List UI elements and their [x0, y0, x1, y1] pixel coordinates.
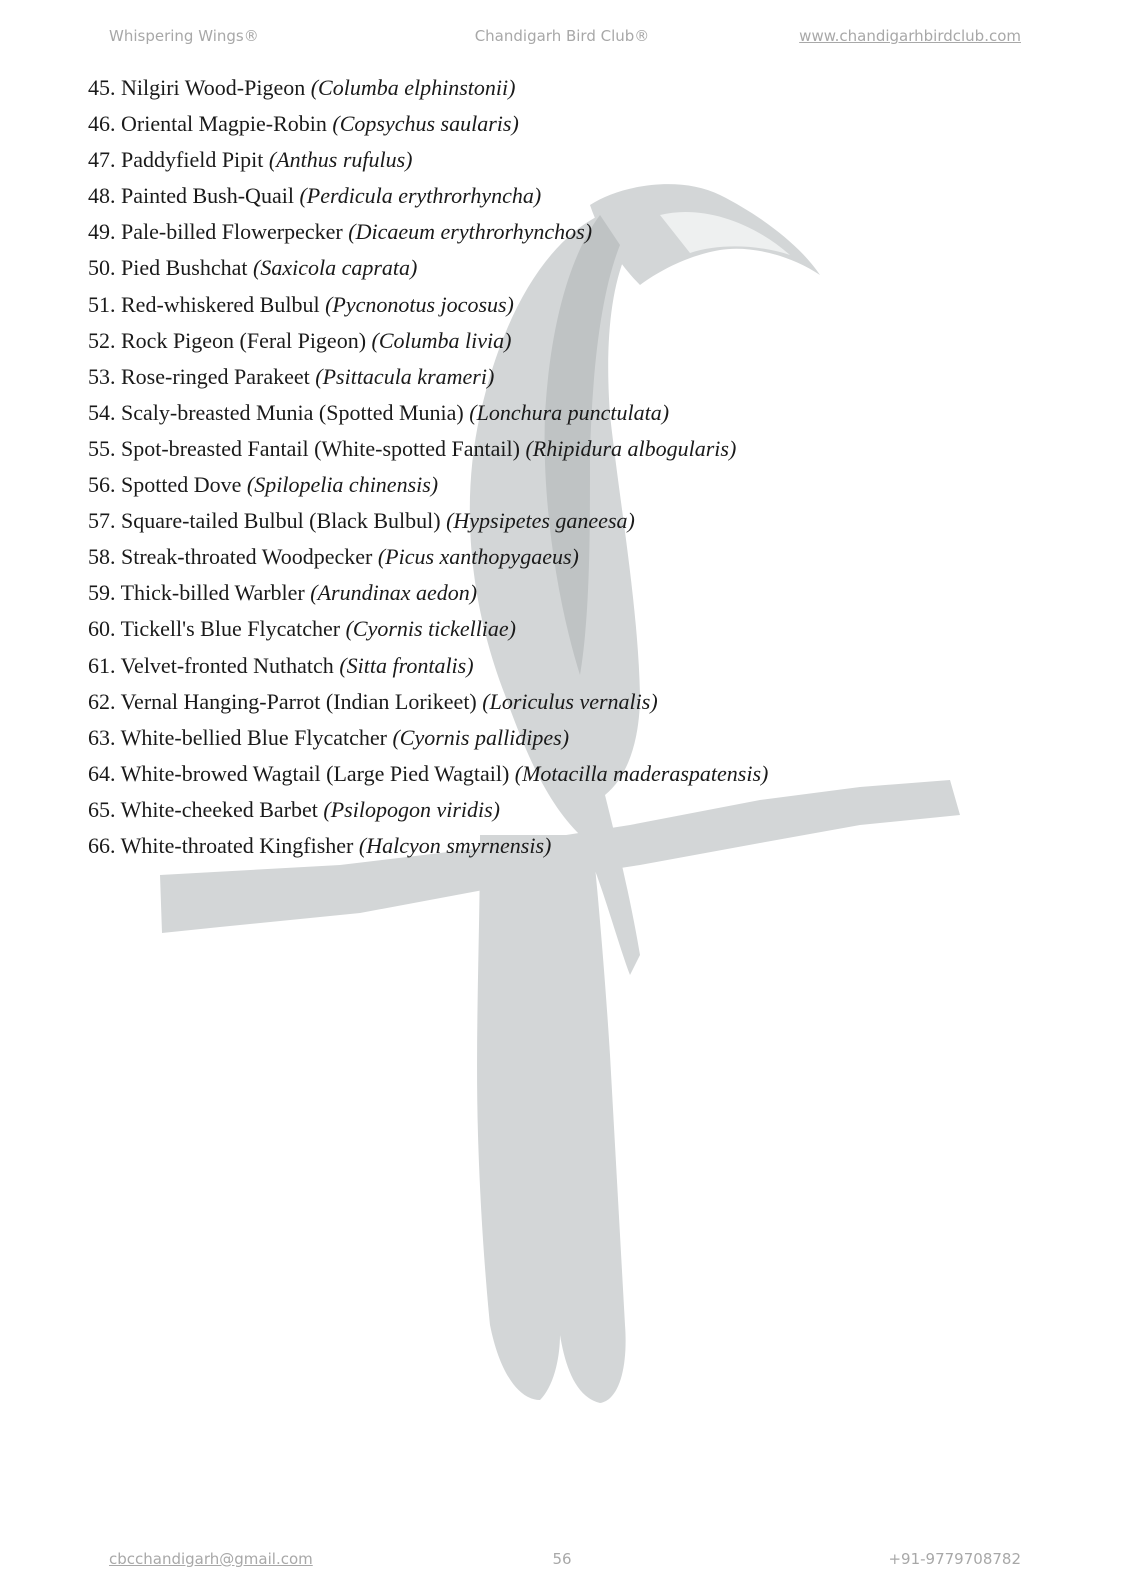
item-number: 47.	[88, 147, 116, 173]
list-item	[88, 828, 768, 864]
list-item	[88, 720, 768, 756]
list-item	[88, 70, 768, 106]
list-item	[88, 395, 768, 431]
item-number: 66.	[88, 832, 116, 858]
item-number: 59.	[88, 580, 116, 606]
list-item	[88, 214, 768, 250]
email-link[interactable]: cbcchandigarh@gmail.com	[109, 1550, 313, 1568]
list-item	[88, 250, 768, 286]
scientific-name: (Pycnonotus jocosus)	[325, 291, 514, 317]
common-name: Velvet-fronted Nuthatch	[120, 652, 334, 678]
item-number: 48.	[88, 183, 116, 209]
scientific-name: (Cyornis pallidipes)	[392, 724, 570, 750]
common-name: White-cheeked Barbet	[120, 796, 318, 822]
common-name: Streak-throated Woodpecker	[121, 544, 373, 570]
list-item	[88, 287, 768, 323]
list-item	[88, 756, 768, 792]
item-number: 65.	[88, 796, 116, 822]
common-name: White-browed Wagtail (Large Pied Wagtail)	[120, 760, 510, 786]
common-name: Thick-billed Warbler	[120, 580, 305, 606]
list-item	[88, 611, 768, 647]
item-number: 46.	[88, 111, 116, 137]
item-number: 51.	[88, 291, 116, 317]
page-header	[0, 27, 1124, 49]
item-number: 64.	[88, 760, 116, 786]
scientific-name: (Perdicula erythrorhyncha)	[299, 183, 542, 209]
scientific-name: (Loriculus vernalis)	[482, 688, 658, 714]
scientific-name: (Sitta frontalis)	[339, 652, 474, 678]
item-number: 58.	[88, 544, 116, 570]
list-item	[88, 648, 768, 684]
item-number: 52.	[88, 327, 116, 353]
list-item	[88, 142, 768, 178]
common-name: Scaly-breasted Munia (Spotted Munia)	[121, 399, 464, 425]
item-number: 56.	[88, 472, 116, 498]
page-number: 56	[552, 1550, 572, 1568]
scientific-name: (Hypsipetes ganeesa)	[446, 508, 635, 534]
list-item	[88, 503, 768, 539]
publication-title: Whispering Wings®	[109, 27, 259, 45]
item-number: 45.	[88, 75, 116, 100]
common-name: White-bellied Blue Flycatcher	[120, 724, 387, 750]
list-item	[88, 431, 768, 467]
scientific-name: (Cyornis tickelliae)	[345, 616, 517, 642]
scientific-name: (Halcyon smyrnensis)	[358, 832, 552, 858]
list-item	[88, 792, 768, 828]
scientific-name: (Picus xanthopygaeus)	[377, 544, 579, 570]
scientific-name: (Columba elphinstonii)	[310, 75, 516, 100]
scientific-name: (Arundinax aedon)	[310, 580, 478, 606]
list-item	[88, 467, 768, 503]
item-number: 63.	[88, 724, 116, 750]
species-list	[88, 70, 768, 864]
item-number: 62.	[88, 688, 116, 714]
scientific-name: (Dicaeum erythrorhynchos)	[348, 219, 593, 245]
list-item	[88, 359, 768, 395]
item-number: 61.	[88, 652, 116, 678]
scientific-name: (Psittacula krameri)	[315, 363, 495, 389]
list-item	[88, 106, 768, 142]
item-number: 53.	[88, 363, 116, 389]
common-name: Painted Bush-Quail	[121, 183, 294, 209]
common-name: Rose-ringed Parakeet	[121, 363, 310, 389]
scientific-name: (Saxicola caprata)	[253, 255, 418, 281]
item-number: 49.	[88, 219, 116, 245]
common-name: Spot-breasted Fantail (White-spotted Fantail)	[121, 435, 520, 461]
common-name: Square-tailed Bulbul (Black Bulbul)	[121, 508, 441, 534]
common-name: Tickell's Blue Flycatcher	[120, 616, 341, 642]
list-item	[88, 323, 768, 359]
list-item	[88, 539, 768, 575]
scientific-name: (Anthus rufulus)	[268, 147, 413, 173]
common-name: Vernal Hanging-Parrot (Indian Lorikeet)	[120, 688, 477, 714]
common-name: Pale-billed Flowerpecker	[121, 219, 343, 245]
scientific-name: (Columba livia)	[371, 327, 512, 353]
common-name: Spotted Dove	[121, 472, 242, 498]
item-number: 55.	[88, 435, 116, 461]
common-name: Paddyfield Pipit	[121, 147, 264, 173]
scientific-name: (Copsychus saularis)	[332, 111, 519, 137]
scientific-name: (Rhipidura albogularis)	[525, 435, 737, 461]
common-name: Rock Pigeon (Feral Pigeon)	[121, 327, 367, 353]
list-item	[88, 178, 768, 214]
website-link[interactable]: www.chandigarhbirdclub.com	[799, 27, 1021, 45]
common-name: Nilgiri Wood-Pigeon	[121, 75, 306, 100]
item-number: 54.	[88, 399, 116, 425]
common-name: Oriental Magpie-Robin	[121, 111, 327, 137]
list-item	[88, 684, 768, 720]
item-number: 50.	[88, 255, 116, 281]
scientific-name: (Psilopogon viridis)	[323, 796, 500, 822]
item-number: 60.	[88, 616, 116, 642]
common-name: White-throated Kingfisher	[120, 832, 354, 858]
phone-number: +91-9779708782	[888, 1550, 1021, 1568]
list-item	[88, 575, 768, 611]
scientific-name: (Lonchura punctulata)	[469, 399, 670, 425]
club-name: Chandigarh Bird Club®	[474, 27, 650, 45]
item-number: 57.	[88, 508, 116, 534]
common-name: Red-whiskered Bulbul	[121, 291, 320, 317]
scientific-name: (Spilopelia chinensis)	[246, 472, 439, 498]
common-name: Pied Bushchat	[121, 255, 248, 281]
page-footer	[0, 1550, 1124, 1572]
scientific-name: (Motacilla maderaspatensis)	[514, 760, 769, 786]
